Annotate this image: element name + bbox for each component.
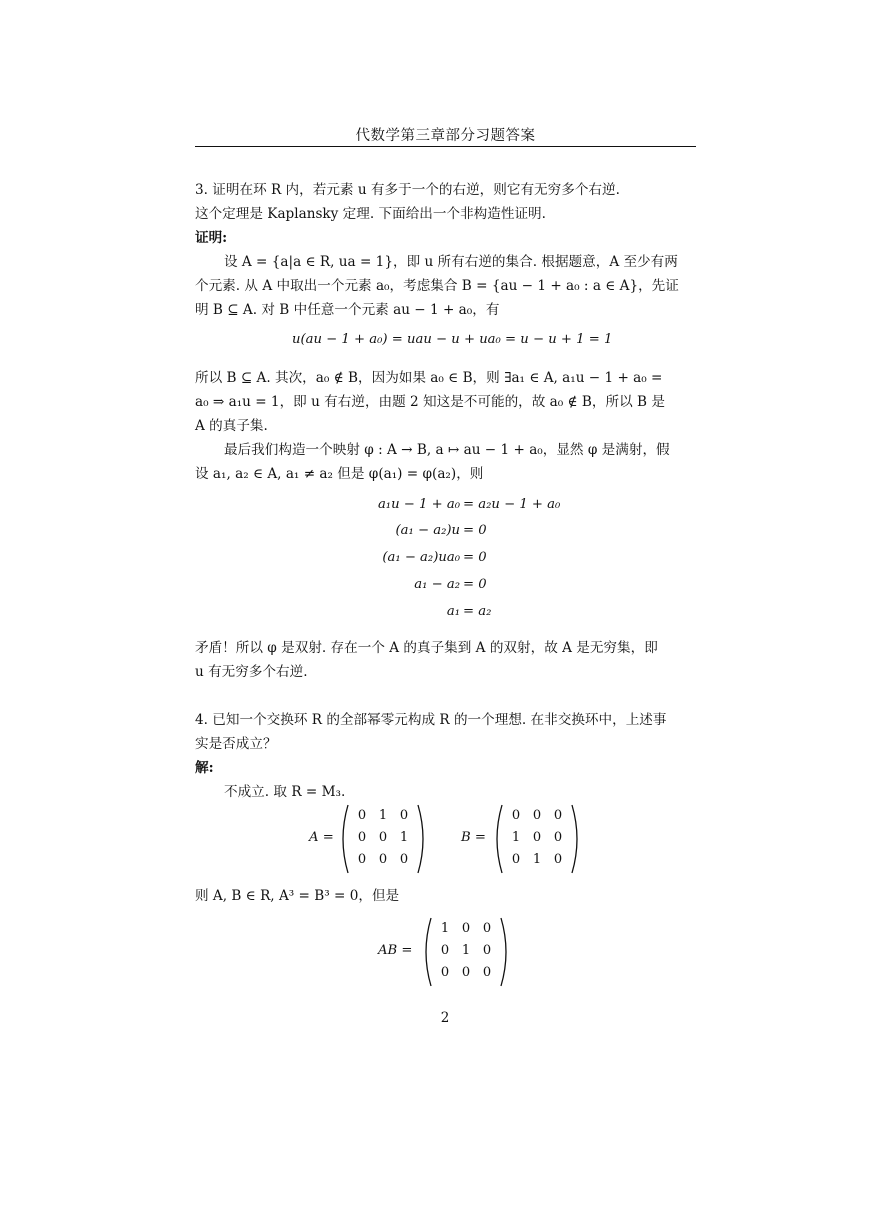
matrix-cell: 0	[399, 808, 409, 823]
matrix-ab	[423, 916, 509, 988]
matrix-cell: 1	[461, 943, 471, 958]
proof-line: 所以 B ⊆ A. 其次，a₀ ∉ B，因为如果 a₀ ∈ B，则 ∃a₁ ∈ A, a₁u − 1 + a₀ =	[195, 370, 663, 386]
equation-1: u(au − 1 + a₀) = uau − u + ua₀ = u − u + 1 = 1	[292, 332, 613, 347]
matrix-cell: 0	[511, 808, 521, 823]
proof-line: u 有无穷多个右逆.	[195, 664, 308, 680]
matrix-cell: 0	[511, 852, 521, 867]
problem-3-note: 这个定理是 Kaplansky 定理. 下面给出一个非构造性证明.	[195, 206, 546, 222]
matrix-a-label: A =	[309, 830, 334, 845]
page-number: 2	[440, 1010, 450, 1026]
matrix-cell: 1	[532, 852, 542, 867]
proof-line: 设 A = {a|a ∈ R, ua = 1}，即 u 所有右逆的集合. 根据题意，A 至少有两	[224, 254, 678, 270]
proof-label: 证明:	[195, 230, 228, 246]
align-lhs: (a₁ − a₂)u	[395, 523, 460, 538]
matrix-cell: 0	[440, 943, 450, 958]
proof-line: 明 B ⊆ A. 对 B 中任意一个元素 au − 1 + a₀，有	[195, 302, 500, 318]
matrix-cell: 0	[357, 830, 367, 845]
align-rhs: = 0	[463, 550, 487, 565]
proof-line: 个元素. 从 A 中取出一个元素 a₀，考虑集合 B = {au − 1 + a₀ : a ∈ A}，先证	[195, 278, 679, 294]
problem-3-statement: 3. 证明在环 R 内，若元素 u 有多于一个的右逆，则它有无穷多个右逆.	[195, 182, 620, 198]
align-rhs: = 0	[463, 577, 487, 592]
align-rhs: = a₂	[463, 604, 492, 619]
matrix-cell: 0	[378, 852, 388, 867]
align-lhs: (a₁ − a₂)ua₀	[382, 550, 460, 565]
matrix-cell: 0	[553, 830, 563, 845]
matrix-cell: 0	[532, 830, 542, 845]
matrix-b-label: B =	[461, 830, 486, 845]
matrix-cell: 1	[440, 921, 450, 936]
matrix-cell: 1	[378, 808, 388, 823]
matrix-cell: 0	[357, 852, 367, 867]
align-lhs: a₁u − 1 + a₀	[377, 497, 460, 512]
matrix-cell: 0	[399, 852, 409, 867]
header-rule	[195, 146, 696, 147]
matrix-cell: 0	[482, 921, 492, 936]
running-header: 代数学第三章部分习题答案	[355, 128, 536, 144]
align-rhs: = 0	[463, 523, 487, 538]
matrix-cell: 1	[511, 830, 521, 845]
problem-4-statement: 4. 已知一个交换环 R 的全部幂零元构成 R 的一个理想. 在非交换环中，上述事	[195, 712, 667, 728]
matrix-cell: 0	[553, 808, 563, 823]
problem-4-statement: 实是否成立？	[195, 736, 277, 752]
matrix-cell: 0	[461, 921, 471, 936]
matrix-cell: 0	[553, 852, 563, 867]
proof-line: 最后我们构造一个映射 φ : A → B, a ↦ au − 1 + a₀，显然 φ 是满射，假	[224, 442, 670, 458]
proof-line: 矛盾！所以 φ 是双射. 存在一个 A 的真子集到 A 的双射，故 A 是无穷集，即	[195, 640, 658, 656]
solution-line: 不成立. 取 R = M₃.	[224, 784, 346, 800]
matrix-cell: 0	[357, 808, 367, 823]
matrix-ab-label: AB =	[378, 943, 413, 958]
proof-line: 设 a₁, a₂ ∈ A, a₁ ≠ a₂ 但是 φ(a₁) = φ(a₂)，则	[195, 466, 484, 482]
matrix-cell: 0	[461, 965, 471, 980]
matrix-cell: 0	[532, 808, 542, 823]
matrix-cell: 0	[440, 965, 450, 980]
proof-line: a₀ ⇒ a₁u = 1，即 u 有右逆，由题 2 知这是不可能的，故 a₀ ∉ B，所以 B 是	[195, 394, 665, 410]
solution-line: 则 A, B ∈ R, A³ = B³ = 0，但是	[195, 888, 400, 904]
matrix-a	[340, 803, 426, 875]
matrix-cell: 0	[378, 830, 388, 845]
align-lhs: a₁	[446, 604, 460, 619]
proof-line: A 的真子集.	[195, 418, 268, 434]
align-lhs: a₁ − a₂	[414, 577, 460, 592]
matrix-cell: 0	[482, 965, 492, 980]
matrix-cell: 0	[482, 943, 492, 958]
matrix-cell: 1	[399, 830, 409, 845]
solution-label: 解:	[195, 760, 214, 776]
align-rhs: = a₂u − 1 + a₀	[463, 497, 561, 512]
matrix-b	[494, 803, 580, 875]
